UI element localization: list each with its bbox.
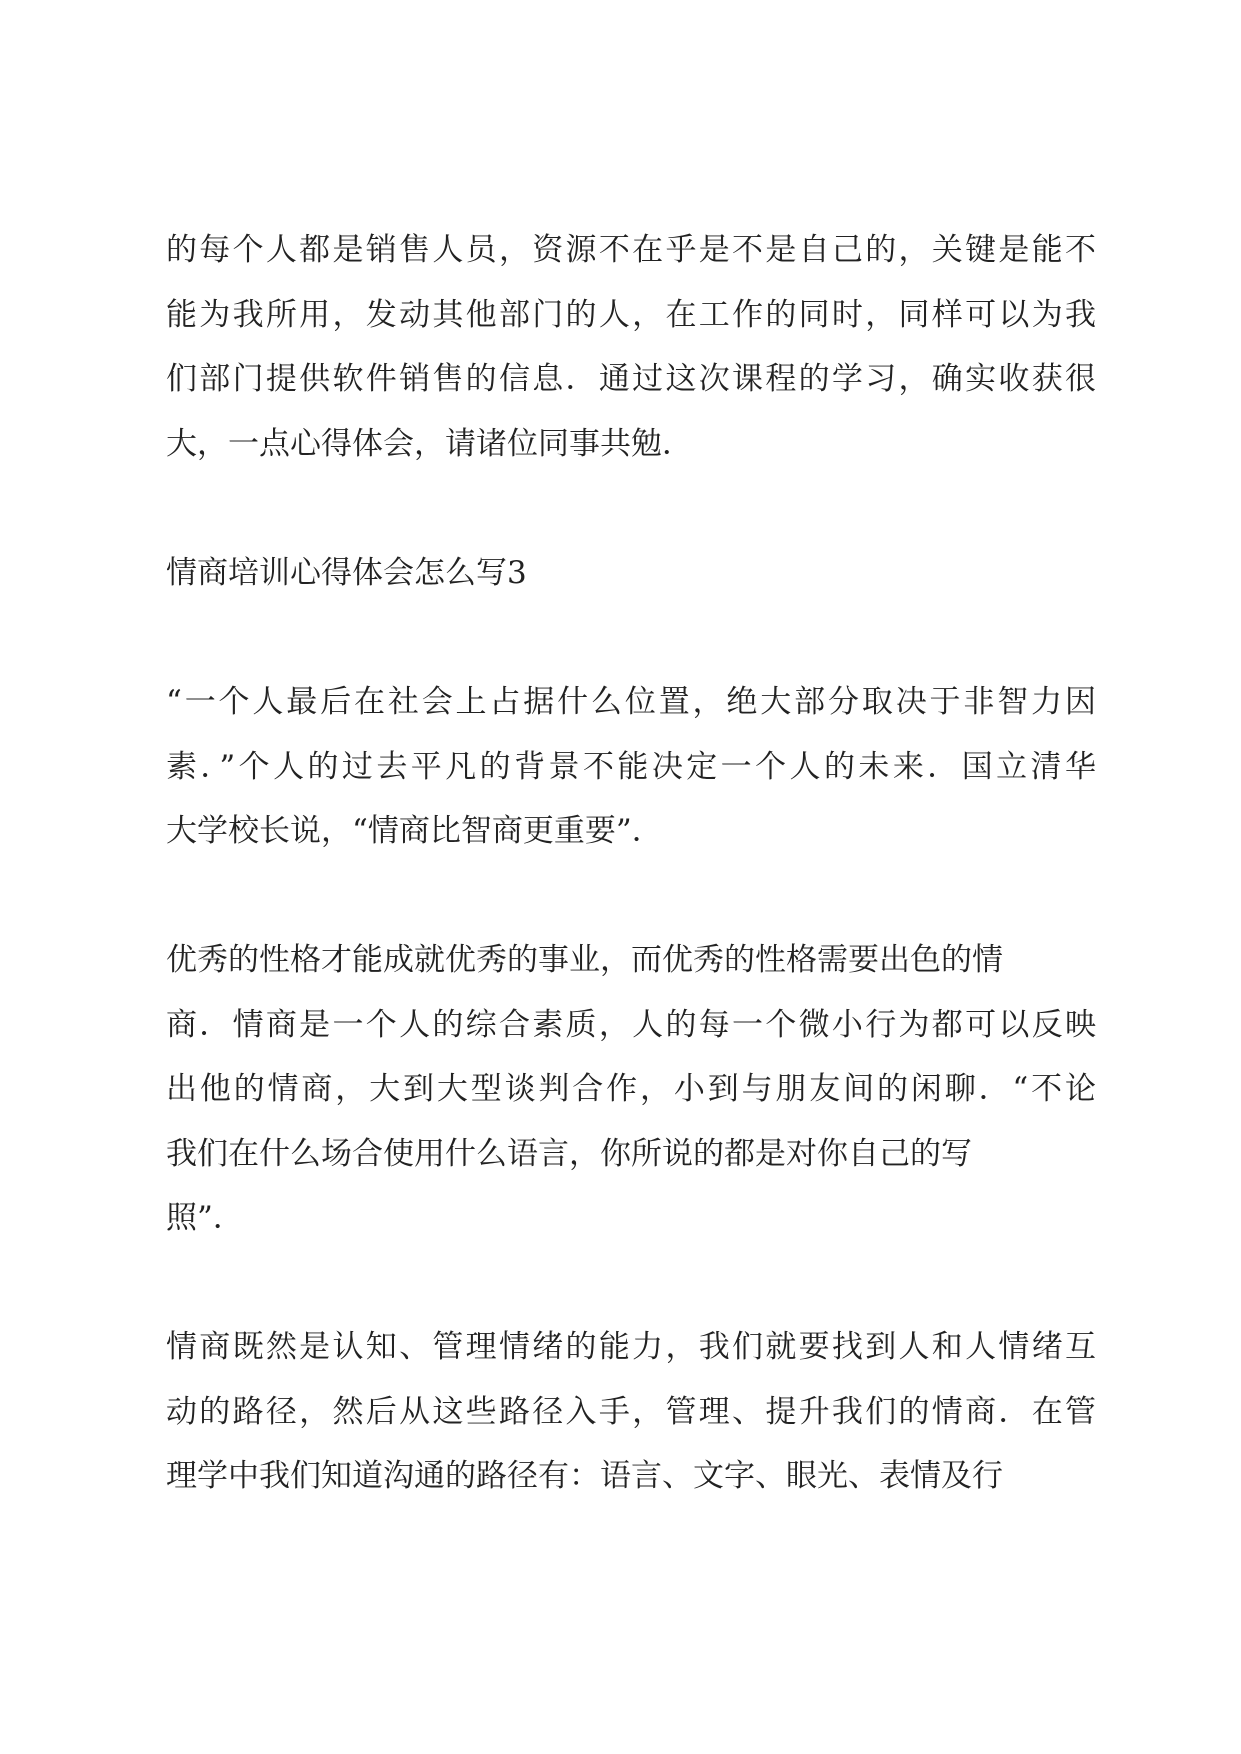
paragraph-1-line-4: 大，一点心得体会，请诸位同事共勉． bbox=[166, 426, 693, 462]
section-heading: 情商培训心得体会怎么写3 bbox=[166, 555, 527, 591]
paragraph-2-line-3: 大学校长说，“情商比智商更重要”． bbox=[166, 813, 663, 849]
paragraph-3-line-4: 我们在什么场合使用什么语言，你所说的都是对你自己的写 bbox=[166, 1136, 972, 1172]
paragraph-3-line-2: 商．情商是一个人的综合素质，人的每一个微小行为都可以反映 bbox=[166, 1007, 1096, 1043]
paragraph-4-line-2: 动的路径，然后从这些路径入手，管理、提升我们的情商．在管 bbox=[166, 1394, 1096, 1430]
paragraph-3-line-5: 照”． bbox=[166, 1200, 244, 1236]
paragraph-4-line-1: 情商既然是认知、管理情绪的能力，我们就要找到人和人情绪互 bbox=[166, 1329, 1096, 1365]
paragraph-1-line-2: 能为我所用，发动其他部门的人，在工作的同时，同样可以为我 bbox=[166, 297, 1096, 333]
paragraph-1-line-3: 们部门提供软件销售的信息．通过这次课程的学习，确实收获很 bbox=[166, 361, 1096, 397]
paragraph-4-line-3: 理学中我们知道沟通的路径有：语言、文字、眼光、表情及行 bbox=[166, 1458, 1003, 1494]
paragraph-1-line-1: 的每个人都是销售人员，资源不在乎是不是自己的，关键是能不 bbox=[166, 232, 1096, 268]
paragraph-2-line-1: “一个人最后在社会上占据什么位置，绝大部分取决于非智力因 bbox=[166, 684, 1096, 720]
paragraph-3-line-3: 出他的情商，大到大型谈判合作，小到与朋友间的闲聊．“不论 bbox=[166, 1071, 1096, 1107]
paragraph-3-line-1: 优秀的性格才能成就优秀的事业，而优秀的性格需要出色的情 bbox=[166, 942, 1003, 978]
paragraph-2-line-2: 素．”个人的过去平凡的背景不能决定一个人的未来．国立清华 bbox=[166, 749, 1096, 785]
